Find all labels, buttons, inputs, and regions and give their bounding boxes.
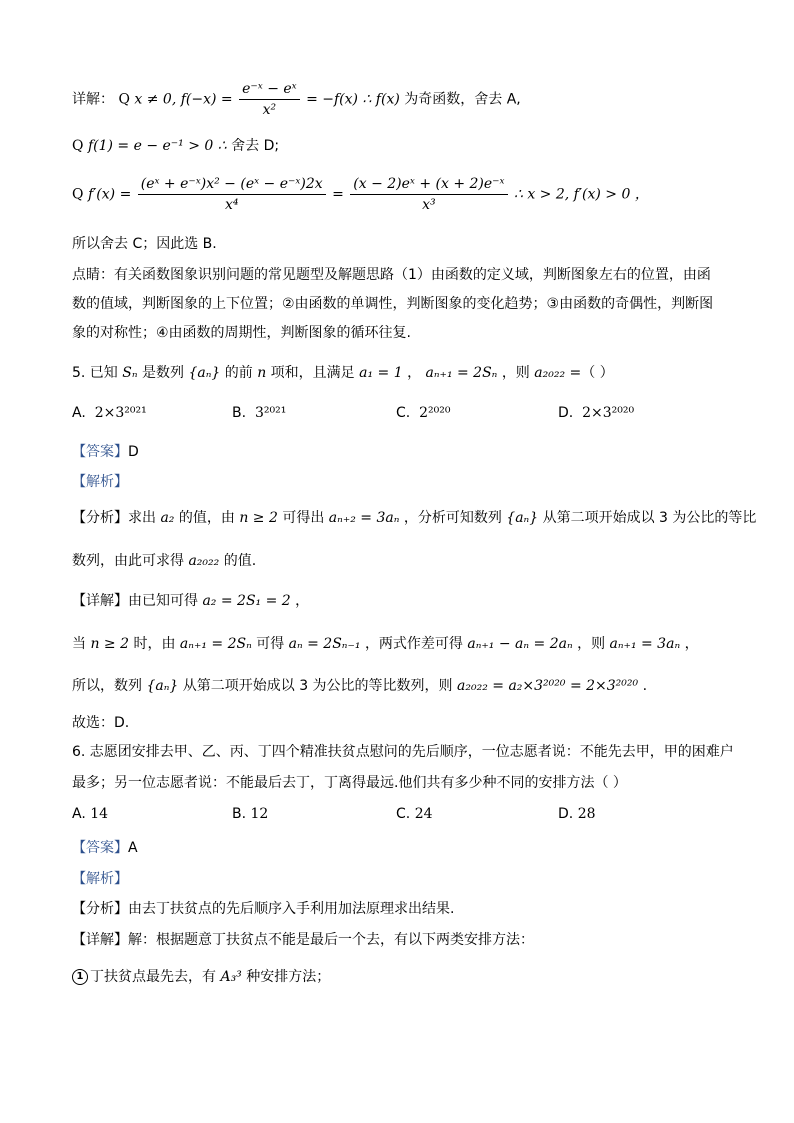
question-6-option-a[interactable]: A. 14 (72, 806, 109, 822)
question-5-conclusion: 故选：D. (72, 715, 130, 731)
question-6-detail-1: 【详解】解：根据题意丁扶贫点不能是最后一个去，有以下两类安排方法： (72, 932, 534, 948)
question-6-stem-line-2: 最多；另一位志愿者说：不能最后去丁，丁离得最远.他们共有多少种不同的安排方法（ ） (72, 775, 627, 791)
question-6-option-c[interactable]: C. 24 (396, 806, 433, 822)
question-6-analysis-tag: 【解析】 (72, 871, 128, 887)
question-5-option-a[interactable]: A. 2×3²⁰²¹ (72, 405, 147, 421)
question-6-stem-line-1: 6. 志愿团安排去甲、乙、丙、丁四个精准扶贫点慰问的先后顺序，一位志愿者说：不能先去甲，甲的困难户 (72, 744, 734, 760)
question-5-option-b[interactable]: B. 3²⁰²¹ (232, 405, 287, 421)
question-6-fenxi: 【分析】由去丁扶贫点的先后顺序入手利用加法原理求出结果. (72, 901, 455, 917)
question-5-detail-3: 所以，数列 {aₙ} 从第二项开始成以 3 为公比的等比数列，则 a₂₀₂₂ = a₂×3²⁰²⁰ = 2×3²⁰²⁰ . (72, 678, 648, 694)
question-6-option-b[interactable]: B. 12 (232, 806, 269, 822)
solution-line-1: 详解： Q x ≠ 0, f(−x) = $\frac{\text{e⁻ˣ − eˣ}}{\text{x²}}$ = −f(x) ∴ f(x) 为奇函数，舍去 A, (72, 81, 521, 118)
comment-line-2: 数的值域，判断图象的上下位置；②由函数的单调性，判断图象的变化趋势；③由函数的奇偶性，判断图 (72, 296, 714, 312)
solution-line-4: 所以舍去 C；因此选 B. (72, 236, 217, 252)
fraction: $\frac{\text{(eˣ + e⁻ˣ)x² − (eˣ − e⁻ˣ)2x}}{\text{x⁴}}$ (138, 175, 326, 214)
question-5-detail-2: 当 n ≥ 2 时，由 aₙ₊₁ = 2Sₙ 可得 aₙ = 2Sₙ₋₁ ，两式作差可得 aₙ₊₁ − aₙ = 2aₙ ，则 aₙ₊₁ = 3aₙ ， (72, 636, 699, 652)
comment-line-3: 象的对称性；④由函数的周期性，判断图象的循环往复. (72, 325, 411, 341)
question-5-option-c[interactable]: C. 2²⁰²⁰ (396, 405, 451, 421)
question-6-case-1: 1 丁扶贫点最先去，有 A₃³ 种安排方法； (72, 967, 330, 987)
question-5-stem: 5. 已知 Sₙ 是数列 {aₙ} 的前 n 项和，且满足 a₁ = 1 ， aₙ₊₁ = 2Sₙ ，则 a₂₀₂₂ =（ ） (72, 365, 614, 381)
question-5-option-d[interactable]: D. 2×3²⁰²⁰ (558, 405, 635, 421)
fraction: $\frac{\text{(x − 2)eˣ + (x + 2)e⁻ˣ}}{\text{x³}}$ (350, 175, 507, 214)
question-5-answer: 【答案】D (72, 444, 139, 460)
question-5-fenxi: 【分析】求出 a₂ 的值，由 n ≥ 2 可得出 aₙ₊₂ = 3aₙ ，分析可知数列 {aₙ} 从第二项开始成以 3 为公比的等比 (72, 510, 757, 526)
question-6-option-d[interactable]: D. 28 (558, 806, 596, 822)
fraction: $\frac{\text{e⁻ˣ − eˣ}}{\text{x²}}$ (239, 80, 300, 119)
comment-line-1: 点睛：有关函数图象识别问题的常见题型及解题思路（1）由函数的定义域，判断图象左右的位置，由函 (72, 267, 711, 283)
solution-line-2: Q f(1) = e − e⁻¹ > 0 ∴ 舍去 D; (72, 138, 280, 154)
circled-number: 1 (72, 969, 88, 985)
question-5-fenxi-line-2: 数列，由此可求得 a₂₀₂₂ 的值. (72, 553, 257, 569)
question-5-detail-1: 【详解】由已知可得 a₂ = 2S₁ = 2 ， (72, 593, 310, 609)
question-6-answer: 【答案】A (72, 840, 138, 856)
question-5-analysis-tag: 【解析】 (72, 474, 128, 490)
solution-line-3: Q f′(x) = $\frac{\text{(eˣ + e⁻ˣ)x² − (eˣ − e⁻ˣ)2x}}{\text{x⁴}}$ = $\frac{\text{(x − 2)eˣ + (x + 2)e⁻ˣ}}{\text{x³}}$ ∴ x > 2, f′(x) > 0 ， (72, 176, 649, 213)
